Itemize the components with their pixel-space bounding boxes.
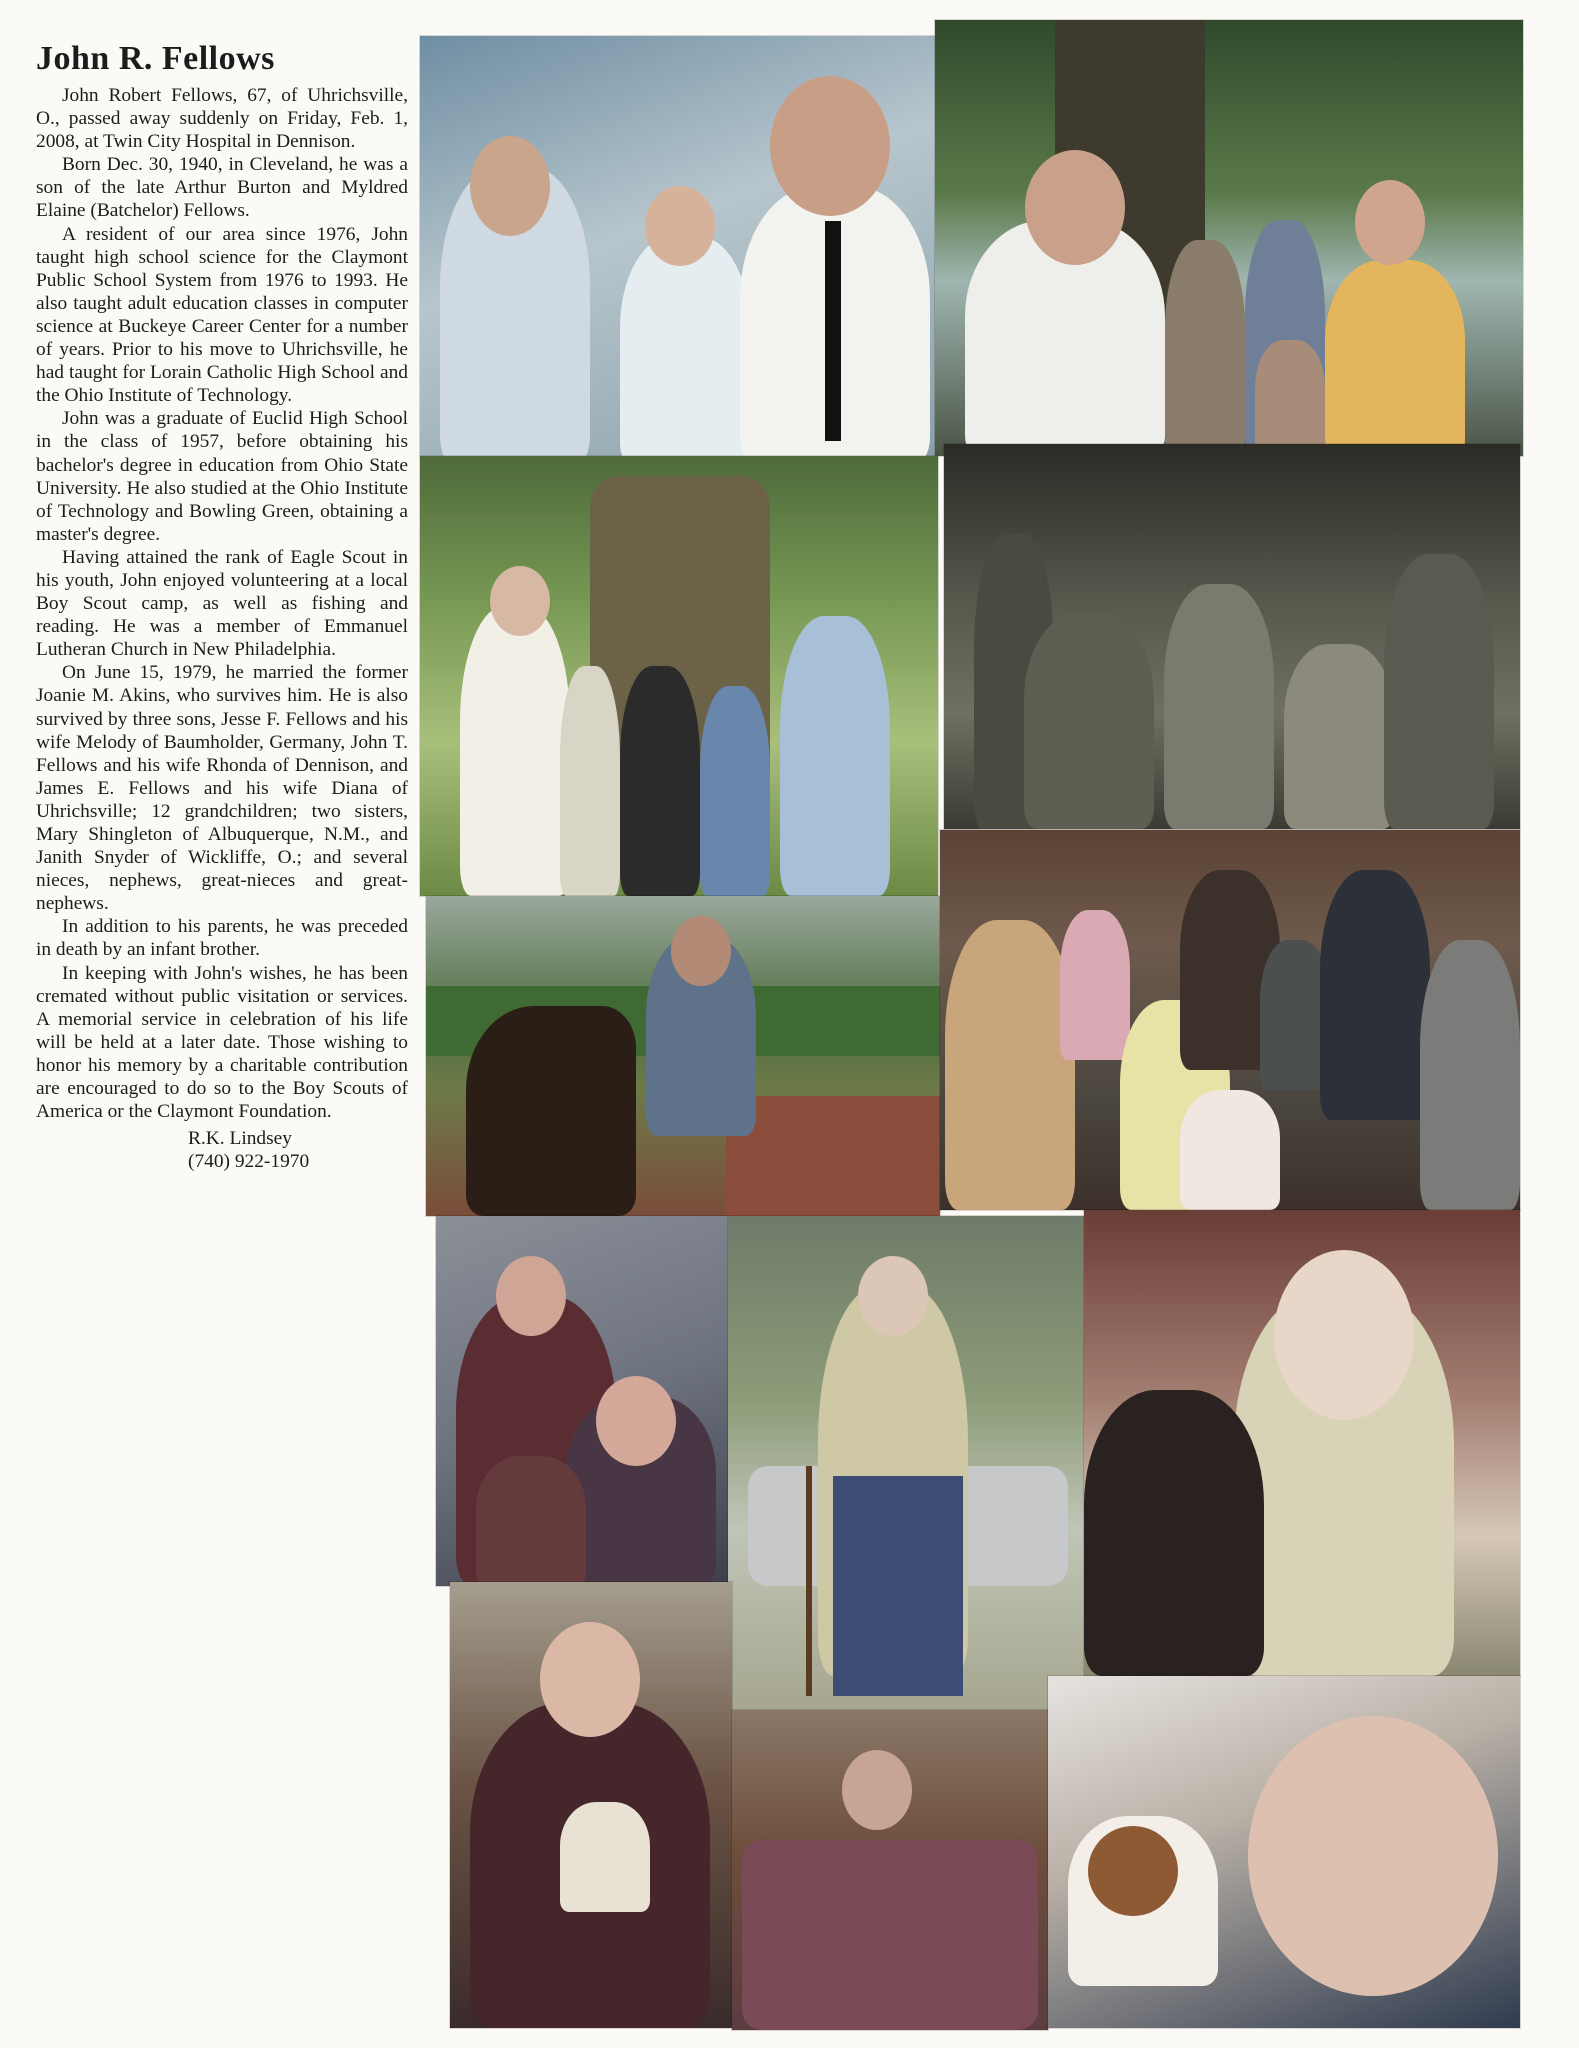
obituary-paragraph: Born Dec. 30, 1940, in Cleveland, he was a son of the late Arthur Burton and Myldred Elaine (Batchelor) Fellows. [36,154,408,222]
obituary-paragraph: Having attained the rank of Eagle Scout in his youth, John enjoyed volunteering at a local Boy Scout camp, as well as fishing and reading. He was a member of Emmanuel Lutheran Church in New Philadelphia. [36,546,408,661]
photo-man-with-puppy [1048,1676,1520,2028]
obituary-paragraph: In addition to his parents, he was preceded in death by an infant brother. [36,916,408,961]
photo-embrace-closeup [1084,1210,1520,1676]
photo-horseback [426,896,940,1216]
photo-man-resting [732,1710,1048,2030]
photo-outdoor-group [935,20,1523,456]
photo-man-with-dog [450,1582,732,2028]
signature-name: R.K. Lindsey [188,1128,292,1150]
signature-phone: (740) 922-1970 [188,1151,310,1173]
obituary-paragraph: John was a graduate of Euclid High School in the class of 1957, before obtaining his bachelor's degree in education from Ohio State University. He also studied at the Ohio Institute of Technology and Bowling Green, obtaining a master's degree. [36,408,408,545]
obituary-paragraph: A resident of our area since 1976, John taught high school science for the Claymont Public School System from 1976 to 1993. He also taught adult education classes in computer science at Buckeye Career Center for a number of years. Prior to his move to Uhrichsville, he had taught for Lorain Catholic High School and the Ohio Institute of Technology. [36,223,408,407]
photo-indoor-family [940,830,1520,1210]
photo-man-with-cane [728,1216,1084,1736]
signature-block [36,1127,408,1173]
photo-outdoor-dark-group [944,444,1520,829]
obituary-title: John R. Fellows [36,40,275,77]
obituary-paragraph: John Robert Fellows, 67, of Uhrichsville, O., passed away suddenly on Friday, Feb. 1, 2008, at Twin City Hospital in Dennison. [36,85,408,153]
photo-couple-portrait [436,1216,728,1586]
obituary-paragraph: In keeping with John's wishes, he has been cremated without public visitation or services. A memorial service in celebration of his life will be held at a later date. Those wishing to honor his memory by a charitable contribution are encouraged to do so to the Boy Scouts of America or the Claymont Foundation. [36,962,408,1123]
obituary-column [36,40,408,1173]
photo-memorial-statue [420,456,938,896]
obituary-paragraph: On June 15, 1979, he married the former Joanie M. Akins, who survives him. He is also survived by three sons, Jesse F. Fellows and his wife Melody of Baumholder, Germany, John T. Fellows and his wife Rhonda of Dennison, and James E. Fellows and his wife Diana of Uhrichsville; 12 grandchildren; two sisters, Mary Shingleton of Albuquerque, N.M., and Janith Snyder of Wickliffe, O.; and several nieces, nephews, great-nieces and great-nephews. [36,662,408,915]
photo-family-portrait [420,36,935,456]
